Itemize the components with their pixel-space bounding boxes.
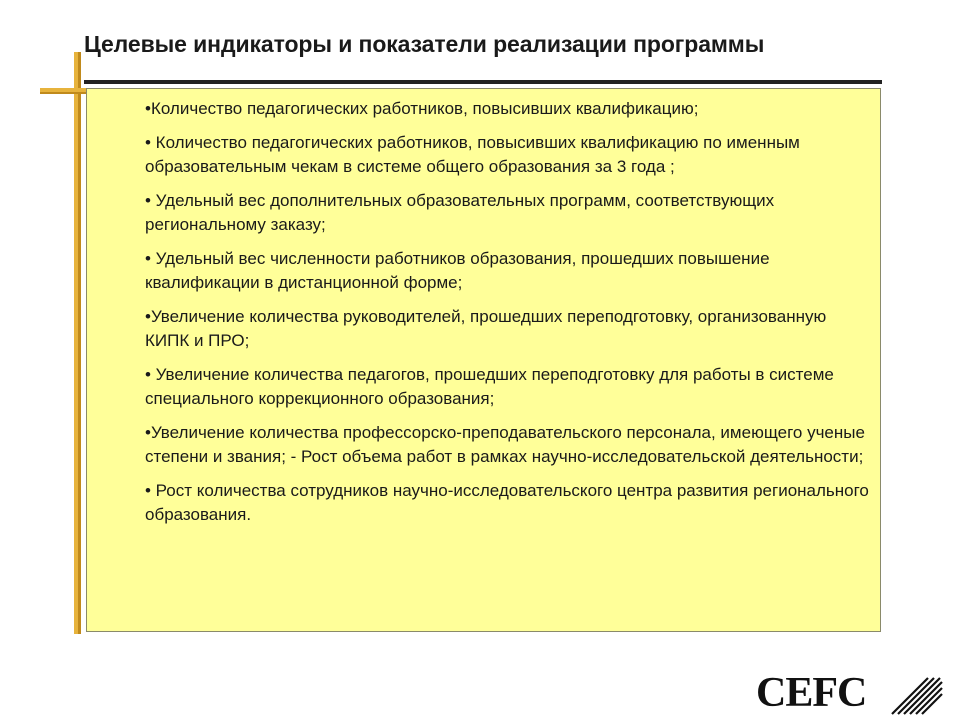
list-item: •Увеличение количества профессорско-преподавательского персонала, имеющего ученые степени и звания; - Рост объема работ в рамках научно-исследовательской деятельности; (145, 423, 865, 466)
list-item: • Рост количества сотрудников научно-исследовательского центра развития регионального образования. (145, 481, 869, 524)
list-item: • Удельный вес дополнительных образовательных программ, соответствующих региональному заказу; (145, 191, 775, 234)
indicator-list (145, 97, 875, 537)
logo-text: CEFC (756, 670, 867, 716)
list-item: • Удельный вес численности работников образования, прошедших повышение квалификации в дистанционной форме; (145, 249, 770, 292)
accent-vertical-bar (74, 52, 78, 634)
title-underline (84, 80, 882, 84)
slide-title: Целевые индикаторы и показатели реализации программы (84, 31, 765, 57)
list-item: • Увеличение количества педагогов, прошедших переподготовку для работы в системе специального коррекционного образования; (145, 365, 834, 408)
accent-horizontal-bar (40, 88, 86, 92)
content-box (86, 88, 881, 632)
list-item: • Количество педагогических работников, повысивших квалификацию по именным образовательным чекам в системе общего образования за 3 года ; (145, 133, 800, 176)
list-item: •Увеличение количества руководителей, прошедших переподготовку, организованную КИПК и ПРО; (145, 307, 827, 350)
cefc-logo (756, 670, 946, 716)
logo-stripes-icon (884, 670, 944, 716)
list-item: •Количество педагогических работников, повысивших квалификацию; (145, 99, 699, 118)
